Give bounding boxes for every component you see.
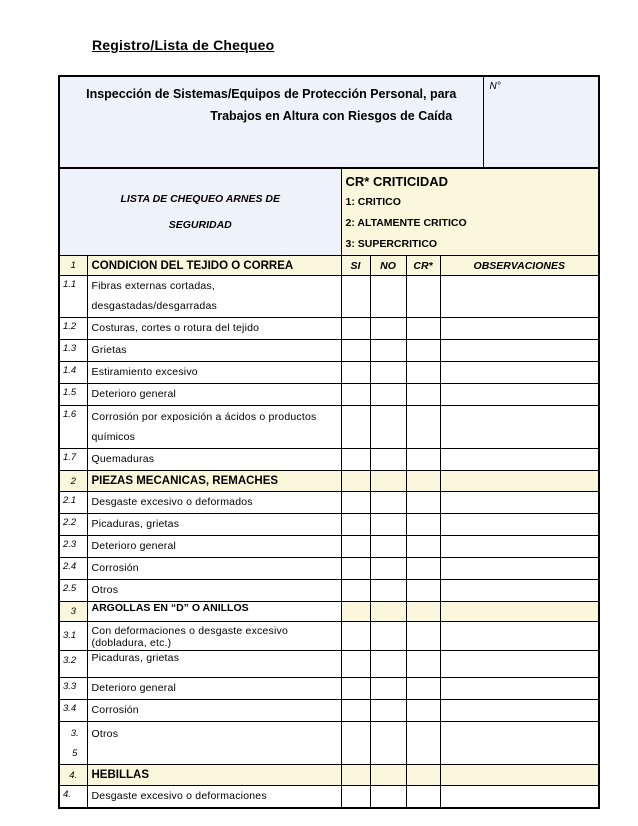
no-cell[interactable]	[370, 602, 406, 622]
no-cell[interactable]	[370, 492, 406, 514]
criticality-level-1: 1: CRITICO	[345, 196, 401, 208]
no-cell[interactable]	[370, 362, 406, 384]
observaciones-cell[interactable]	[440, 492, 599, 514]
si-cell[interactable]	[341, 580, 370, 602]
section-label: HEBILLAS	[87, 765, 341, 786]
item-number: 1.6	[59, 406, 87, 449]
criticality-level-3: 3: SUPERCRITICO	[345, 238, 438, 250]
checklist-table	[58, 167, 600, 809]
observaciones-cell[interactable]	[440, 514, 599, 536]
cr-cell[interactable]	[406, 318, 440, 340]
table-row	[59, 492, 599, 514]
section-number: 3	[59, 602, 87, 622]
no-cell[interactable]	[370, 449, 406, 471]
section-row	[59, 602, 599, 622]
item-line: desgastadas/desgarradas	[91, 300, 217, 312]
item-description: Corrosión	[87, 700, 341, 722]
observaciones-cell[interactable]	[440, 340, 599, 362]
column-header-observaciones: OBSERVACIONES	[440, 256, 599, 276]
item-number: 1.5	[59, 384, 87, 406]
item-number: 1.2	[59, 318, 87, 340]
cr-cell[interactable]	[406, 678, 440, 700]
si-cell[interactable]	[341, 700, 370, 722]
inspection-title	[59, 76, 483, 168]
section-number: 1	[59, 256, 87, 276]
item-description: Desgaste excesivo o deformaciones	[87, 786, 341, 809]
item-description: Picaduras, grietas	[87, 651, 341, 678]
no-cell[interactable]	[370, 318, 406, 340]
no-cell[interactable]	[370, 276, 406, 318]
observaciones-cell[interactable]	[440, 406, 599, 449]
item-description: Deterioro general	[87, 536, 341, 558]
observaciones-cell[interactable]	[440, 700, 599, 722]
item-number: 2.1	[59, 492, 87, 514]
no-cell[interactable]	[370, 384, 406, 406]
cr-cell[interactable]	[406, 406, 440, 449]
cr-cell[interactable]	[406, 449, 440, 471]
si-cell[interactable]	[341, 602, 370, 622]
cr-cell[interactable]	[406, 722, 440, 765]
table-row	[59, 722, 599, 765]
observaciones-cell[interactable]	[440, 622, 599, 651]
item-line: Corrosión por exposición a ácidos o productos	[91, 411, 317, 423]
observaciones-cell[interactable]	[440, 449, 599, 471]
item-description: Grietas	[87, 340, 341, 362]
si-cell[interactable]	[341, 362, 370, 384]
column-header-cr: CR*	[406, 256, 440, 276]
cr-cell[interactable]	[406, 765, 440, 786]
item-line: químicos	[91, 431, 136, 443]
document-title: Registro/Lista de Chequeo	[92, 37, 275, 53]
cr-cell[interactable]	[406, 558, 440, 580]
table-row	[59, 340, 599, 362]
checklist-title	[59, 168, 341, 256]
item-number: 1.7	[59, 449, 87, 471]
item-description: Deterioro general	[87, 384, 341, 406]
column-header-no: NO	[370, 256, 406, 276]
cr-cell[interactable]	[406, 602, 440, 622]
observaciones-cell[interactable]	[440, 765, 599, 786]
si-cell[interactable]	[341, 276, 370, 318]
observaciones-cell[interactable]	[440, 602, 599, 622]
checklist-title-line2: SEGURIDAD	[168, 219, 232, 231]
si-cell[interactable]	[341, 340, 370, 362]
cr-cell[interactable]	[406, 362, 440, 384]
section-row	[59, 765, 599, 786]
item-number: 2.5	[59, 580, 87, 602]
no-cell[interactable]	[370, 580, 406, 602]
cr-cell[interactable]	[406, 492, 440, 514]
no-cell[interactable]	[370, 471, 406, 492]
observaciones-cell[interactable]	[440, 580, 599, 602]
cr-cell[interactable]	[406, 651, 440, 678]
item-number	[59, 722, 87, 765]
table-row	[59, 318, 599, 340]
item-description: Picaduras, grietas	[87, 514, 341, 536]
criticality-legend	[341, 168, 599, 256]
observaciones-cell[interactable]	[440, 558, 599, 580]
item-description: Quemaduras	[87, 449, 341, 471]
no-cell[interactable]	[370, 700, 406, 722]
item-line: Fibras externas cortadas,	[91, 280, 215, 292]
no-cell[interactable]	[370, 722, 406, 765]
table-row	[59, 622, 599, 651]
si-cell[interactable]	[341, 765, 370, 786]
table-row	[59, 558, 599, 580]
inspection-header	[58, 75, 600, 169]
checklist-title-line1: LISTA DE CHEQUEO ARNES DE	[120, 193, 280, 205]
table-row	[59, 384, 599, 406]
si-cell[interactable]	[341, 449, 370, 471]
item-description: Otros	[87, 580, 341, 602]
item-number: 2.3	[59, 536, 87, 558]
no-cell[interactable]	[370, 765, 406, 786]
table-row	[59, 700, 599, 722]
cr-cell[interactable]	[406, 514, 440, 536]
cr-cell[interactable]	[406, 580, 440, 602]
item-description: Deterioro general	[87, 678, 341, 700]
cr-cell[interactable]	[406, 340, 440, 362]
no-cell[interactable]	[370, 651, 406, 678]
item-number: 1.4	[59, 362, 87, 384]
observaciones-cell[interactable]	[440, 362, 599, 384]
no-cell[interactable]	[370, 514, 406, 536]
no-cell[interactable]	[370, 558, 406, 580]
no-cell[interactable]	[370, 786, 406, 809]
observaciones-cell[interactable]	[440, 276, 599, 318]
section-label: ARGOLLAS EN “D” O ANILLOS	[87, 602, 341, 622]
cr-cell[interactable]	[406, 622, 440, 651]
item-description: Estiramiento excesivo	[87, 362, 341, 384]
item-number: 2.4	[59, 558, 87, 580]
observaciones-cell[interactable]	[440, 678, 599, 700]
observaciones-cell[interactable]	[440, 536, 599, 558]
si-cell[interactable]	[341, 384, 370, 406]
table-row	[59, 580, 599, 602]
item-description: Desgaste excesivo o deformados	[87, 492, 341, 514]
table-row	[59, 449, 599, 471]
item-description: Otros	[87, 722, 341, 765]
section-label: PIEZAS MECANICAS, REMACHES	[87, 471, 341, 492]
cr-cell[interactable]	[406, 786, 440, 809]
table-row	[59, 276, 599, 318]
item-description: Costuras, cortes o rotura del tejido	[87, 318, 341, 340]
table-row	[59, 406, 599, 449]
si-cell[interactable]	[341, 514, 370, 536]
criticality-title: CR* CRITICIDAD	[345, 174, 449, 189]
observaciones-cell[interactable]	[440, 318, 599, 340]
observaciones-cell[interactable]	[440, 786, 599, 809]
table-row	[59, 651, 599, 678]
item-number: 3.2	[59, 651, 87, 678]
cr-cell[interactable]	[406, 384, 440, 406]
inspection-title-line2: Trabajos en Altura con Riesgos de Caída	[210, 109, 453, 123]
number-field[interactable]	[483, 76, 599, 168]
item-number: 3.3	[59, 678, 87, 700]
table-row	[59, 362, 599, 384]
section-row	[59, 256, 599, 276]
si-cell[interactable]	[341, 471, 370, 492]
item-number: 1.1	[59, 276, 87, 318]
observaciones-cell[interactable]	[440, 651, 599, 678]
section-number: 4.	[59, 765, 87, 786]
observaciones-cell[interactable]	[440, 471, 599, 492]
section-label: CONDICION DEL TEJIDO O CORREA	[87, 256, 341, 276]
si-cell[interactable]	[341, 406, 370, 449]
item-number: 3.1	[59, 622, 87, 651]
table-row	[59, 514, 599, 536]
si-cell[interactable]	[341, 536, 370, 558]
no-cell[interactable]	[370, 536, 406, 558]
si-cell[interactable]	[341, 622, 370, 651]
section-number: 2	[59, 471, 87, 492]
item-number: 3.4	[59, 700, 87, 722]
item-description: Corrosión	[87, 558, 341, 580]
no-cell[interactable]	[370, 622, 406, 651]
number-label: N°	[489, 81, 501, 92]
criticality-level-2: 2: ALTAMENTE CRITICO	[345, 217, 467, 229]
table-row	[59, 786, 599, 809]
inspection-title-line1: Inspección de Sistemas/Equipos de Protección Personal, para	[86, 87, 457, 101]
table-row	[59, 536, 599, 558]
item-number-part: 3.	[70, 728, 79, 739]
item-description	[87, 622, 341, 651]
item-description	[87, 406, 341, 449]
section-row	[59, 471, 599, 492]
no-cell[interactable]	[370, 678, 406, 700]
si-cell[interactable]	[341, 492, 370, 514]
cr-cell[interactable]	[406, 471, 440, 492]
item-number: 2.2	[59, 514, 87, 536]
si-cell[interactable]	[341, 678, 370, 700]
cr-cell[interactable]	[406, 276, 440, 318]
item-number-part: 5	[72, 748, 78, 759]
item-number: 1.3	[59, 340, 87, 362]
si-cell[interactable]	[341, 651, 370, 678]
item-description	[87, 276, 341, 318]
item-number: 4.	[59, 786, 87, 809]
si-cell[interactable]	[341, 722, 370, 765]
observaciones-cell[interactable]	[440, 722, 599, 765]
no-cell[interactable]	[370, 340, 406, 362]
cr-cell[interactable]	[406, 700, 440, 722]
no-cell[interactable]	[370, 406, 406, 449]
cr-cell[interactable]	[406, 536, 440, 558]
item-line: (dobladura, etc.)	[91, 637, 172, 649]
observaciones-cell[interactable]	[440, 384, 599, 406]
si-cell[interactable]	[341, 786, 370, 809]
table-row	[59, 678, 599, 700]
si-cell[interactable]	[341, 318, 370, 340]
item-line: Con deformaciones o desgaste excesivo	[91, 625, 289, 637]
si-cell[interactable]	[341, 558, 370, 580]
column-header-si: SI	[341, 256, 370, 276]
